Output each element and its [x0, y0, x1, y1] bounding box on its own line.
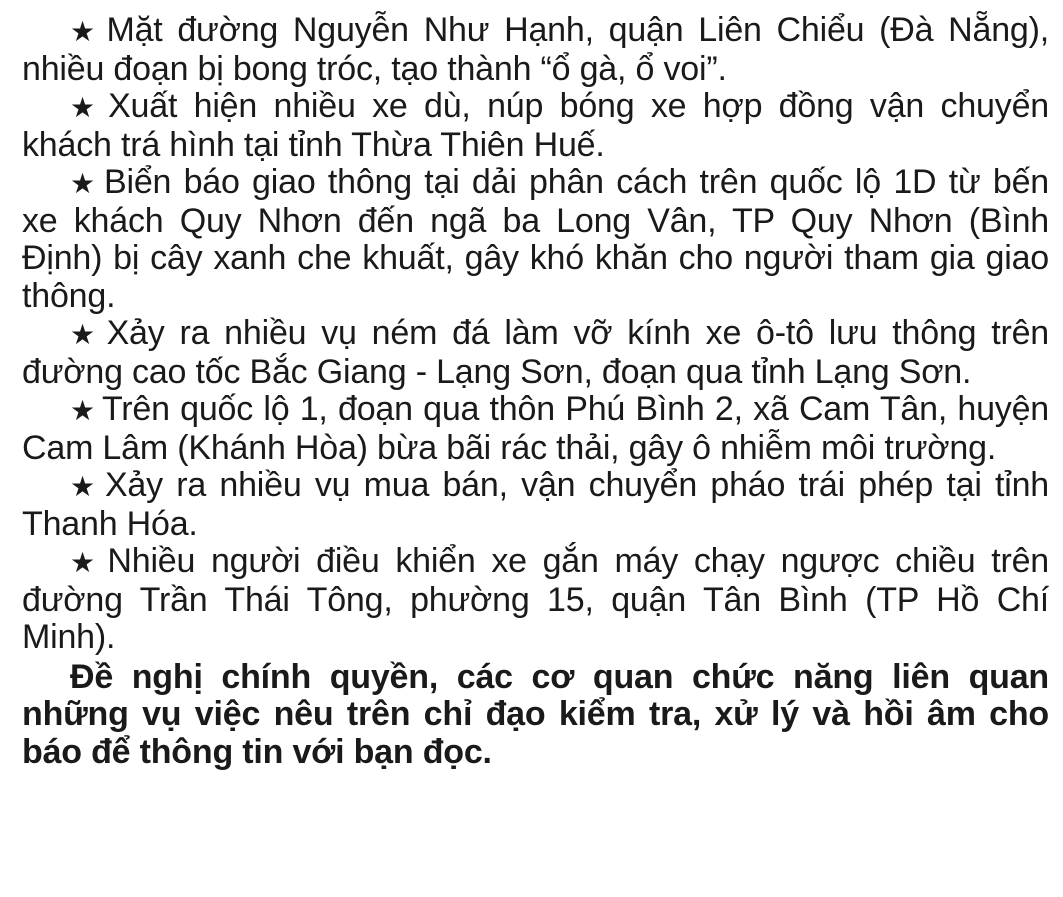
news-item: [22, 391, 1049, 467]
news-item-text: Mặt đường Nguyễn Như Hạnh, quận Liên Chiểu (Đà Nẵng), nhiều đoạn bị bong tróc, tạo thành “ổ gà, ổ voi”.: [22, 11, 1049, 88]
news-item: [22, 315, 1049, 391]
news-item: [22, 88, 1049, 164]
closing-request: Đề nghị chính quyền, các cơ quan chức năng liên quan những vụ việc nêu trên chỉ đạo kiểm tra, xử lý và hồi âm cho báo để thông tin với bạn đọc.: [22, 657, 1049, 771]
news-item: [22, 164, 1049, 315]
news-item: [22, 467, 1049, 543]
star-icon: ★: [70, 167, 98, 200]
star-icon: ★: [70, 91, 103, 124]
star-icon: ★: [70, 318, 101, 351]
news-item: [22, 543, 1049, 657]
news-item-text: Nhiều người điều khiển xe gắn máy chạy ngược chiều trên đường Trần Thái Tông, phường 15, quận Tân Bình (TP Hồ Chí Minh).: [22, 542, 1049, 656]
news-item-text: Biển báo giao thông tại dải phân cách trên quốc lộ 1D từ bến xe khách Quy Nhơn đến ngã ba Long Vân, TP Quy Nhơn (Bình Định) bị cây xanh che khuất, gây khó khăn cho người tham gia giao thông.: [22, 163, 1050, 315]
news-item-text: Xảy ra nhiều vụ ném đá làm vỡ kính xe ô-tô lưu thông trên đường cao tốc Bắc Giang - Lạng Sơn, đoạn qua tỉnh Lạng Sơn.: [22, 314, 1050, 391]
star-icon: ★: [70, 15, 101, 48]
news-item-text: Xảy ra nhiều vụ mua bán, vận chuyển pháo trái phép tại tỉnh Thanh Hóa.: [22, 466, 1049, 543]
star-icon: ★: [70, 546, 102, 579]
news-item-text: Trên quốc lộ 1, đoạn qua thôn Phú Bình 2, xã Cam Tân, huyện Cam Lâm (Khánh Hòa) bừa bãi rác thải, gây ô nhiễm môi trường.: [22, 390, 1050, 467]
star-icon: ★: [70, 394, 96, 427]
star-icon: ★: [70, 470, 99, 503]
news-item-text: Xuất hiện nhiều xe dù, núp bóng xe hợp đồng vận chuyển khách trá hình tại tỉnh Thừa Thiên Huế.: [22, 87, 1049, 164]
news-item: [22, 12, 1049, 88]
